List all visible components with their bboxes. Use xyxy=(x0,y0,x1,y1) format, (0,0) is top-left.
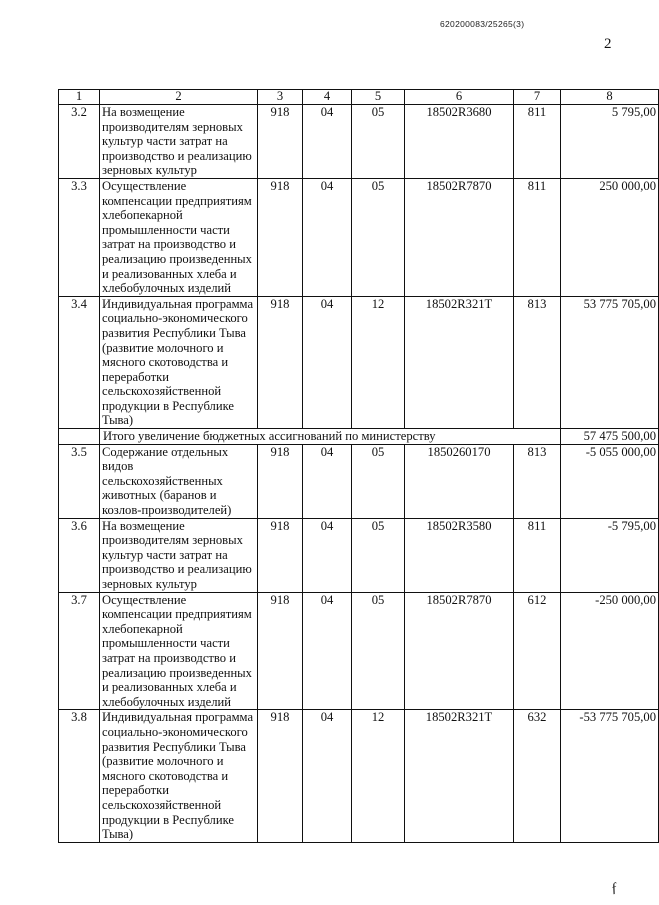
row-amount: -53 775 705,00 xyxy=(561,710,659,842)
row-code-3: 918 xyxy=(258,710,303,842)
header-row xyxy=(59,90,659,105)
row-code-6: 1850260170 xyxy=(405,444,514,518)
row-number: 3.2 xyxy=(59,105,100,179)
row-code-4: 04 xyxy=(303,296,352,428)
row-amount: -5 055 000,00 xyxy=(561,444,659,518)
row-code-5: 05 xyxy=(352,178,405,296)
header-cell: 1 xyxy=(59,90,100,105)
header-cell: 8 xyxy=(561,90,659,105)
row-code-6: 18502R321T xyxy=(405,296,514,428)
row-number: 3.7 xyxy=(59,592,100,710)
total-label: Итого увеличение бюджетных ассигнований по министерству xyxy=(100,429,561,445)
header-cell: 2 xyxy=(100,90,258,105)
row-number: 3.8 xyxy=(59,710,100,842)
document-id: 620200083/25265(3) xyxy=(440,19,525,29)
table-row xyxy=(59,296,659,428)
header-cell: 5 xyxy=(352,90,405,105)
row-description: Содержание отдельных видов сельскохозяйственных животных (баранов и козлов-производителей) xyxy=(100,444,258,518)
row-code-3: 918 xyxy=(258,178,303,296)
row-number: 3.5 xyxy=(59,444,100,518)
header-cell: 4 xyxy=(303,90,352,105)
row-code-5: 05 xyxy=(352,105,405,179)
row-code-6: 18502R7870 xyxy=(405,592,514,710)
table-row xyxy=(59,592,659,710)
row-code-4: 04 xyxy=(303,592,352,710)
total-amount: 57 475 500,00 xyxy=(561,429,659,445)
row-amount: 53 775 705,00 xyxy=(561,296,659,428)
row-number: 3.6 xyxy=(59,518,100,592)
row-description: На возмещение производителям зерновых культур части затрат на производство и реализацию зерновых культур xyxy=(100,105,258,179)
row-description: Индивидуальная программа социально-экономического развития Республики Тыва (развитие молочного и мясного скотоводства и переработки сельскохозяйственной продукции в Республике Тыва) xyxy=(100,710,258,842)
row-code-3: 918 xyxy=(258,105,303,179)
row-description: На возмещение производителям зерновых культур части затрат на производство и реализацию зерновых культур xyxy=(100,518,258,592)
row-description: Осуществление компенсации предприятиям хлебопекарной промышленности части затрат на производство и реализацию произведенных и реализованных хлеба и хлебобулочных изделий xyxy=(100,592,258,710)
row-description: Осуществление компенсации предприятиям хлебопекарной промышленности части затрат на производство и реализацию произведенных и реализованных хлеба и хлебобулочных изделий xyxy=(100,178,258,296)
row-code-7: 632 xyxy=(514,710,561,842)
row-number: 3.3 xyxy=(59,178,100,296)
row-code-5: 05 xyxy=(352,518,405,592)
row-code-3: 918 xyxy=(258,296,303,428)
row-code-4: 04 xyxy=(303,444,352,518)
row-number: 3.4 xyxy=(59,296,100,428)
signature-mark: ƒ xyxy=(609,880,620,897)
row-code-3: 918 xyxy=(258,592,303,710)
row-code-4: 04 xyxy=(303,105,352,179)
row-code-3: 918 xyxy=(258,518,303,592)
row-amount: -250 000,00 xyxy=(561,592,659,710)
row-code-7: 811 xyxy=(514,178,561,296)
row-code-6: 18502R3580 xyxy=(405,518,514,592)
table-row xyxy=(59,105,659,179)
row-code-7: 612 xyxy=(514,592,561,710)
table-row xyxy=(59,518,659,592)
row-amount: -5 795,00 xyxy=(561,518,659,592)
table-row xyxy=(59,444,659,518)
row-code-5: 05 xyxy=(352,444,405,518)
row-amount: 5 795,00 xyxy=(561,105,659,179)
row-code-7: 813 xyxy=(514,444,561,518)
row-code-5: 12 xyxy=(352,710,405,842)
row-code-6: 18502R3680 xyxy=(405,105,514,179)
row-code-4: 04 xyxy=(303,518,352,592)
row-code-5: 05 xyxy=(352,592,405,710)
total-row xyxy=(59,429,659,445)
total-row-index-cell xyxy=(59,429,100,445)
row-code-5: 12 xyxy=(352,296,405,428)
row-code-4: 04 xyxy=(303,178,352,296)
header-cell: 6 xyxy=(405,90,514,105)
row-description: Индивидуальная программа социально-экономического развития Республики Тыва (развитие молочного и мясного скотоводства и переработки сельскохозяйственной продукции в Республике Тыва) xyxy=(100,296,258,428)
row-code-6: 18502R321T xyxy=(405,710,514,842)
table-row xyxy=(59,710,659,842)
row-code-3: 918 xyxy=(258,444,303,518)
page-number: 2 xyxy=(604,36,612,52)
row-code-4: 04 xyxy=(303,710,352,842)
header-cell: 3 xyxy=(258,90,303,105)
row-code-7: 811 xyxy=(514,518,561,592)
row-code-6: 18502R7870 xyxy=(405,178,514,296)
budget-table xyxy=(58,89,659,843)
row-code-7: 813 xyxy=(514,296,561,428)
row-amount: 250 000,00 xyxy=(561,178,659,296)
header-cell: 7 xyxy=(514,90,561,105)
row-code-7: 811 xyxy=(514,105,561,179)
table-row xyxy=(59,178,659,296)
